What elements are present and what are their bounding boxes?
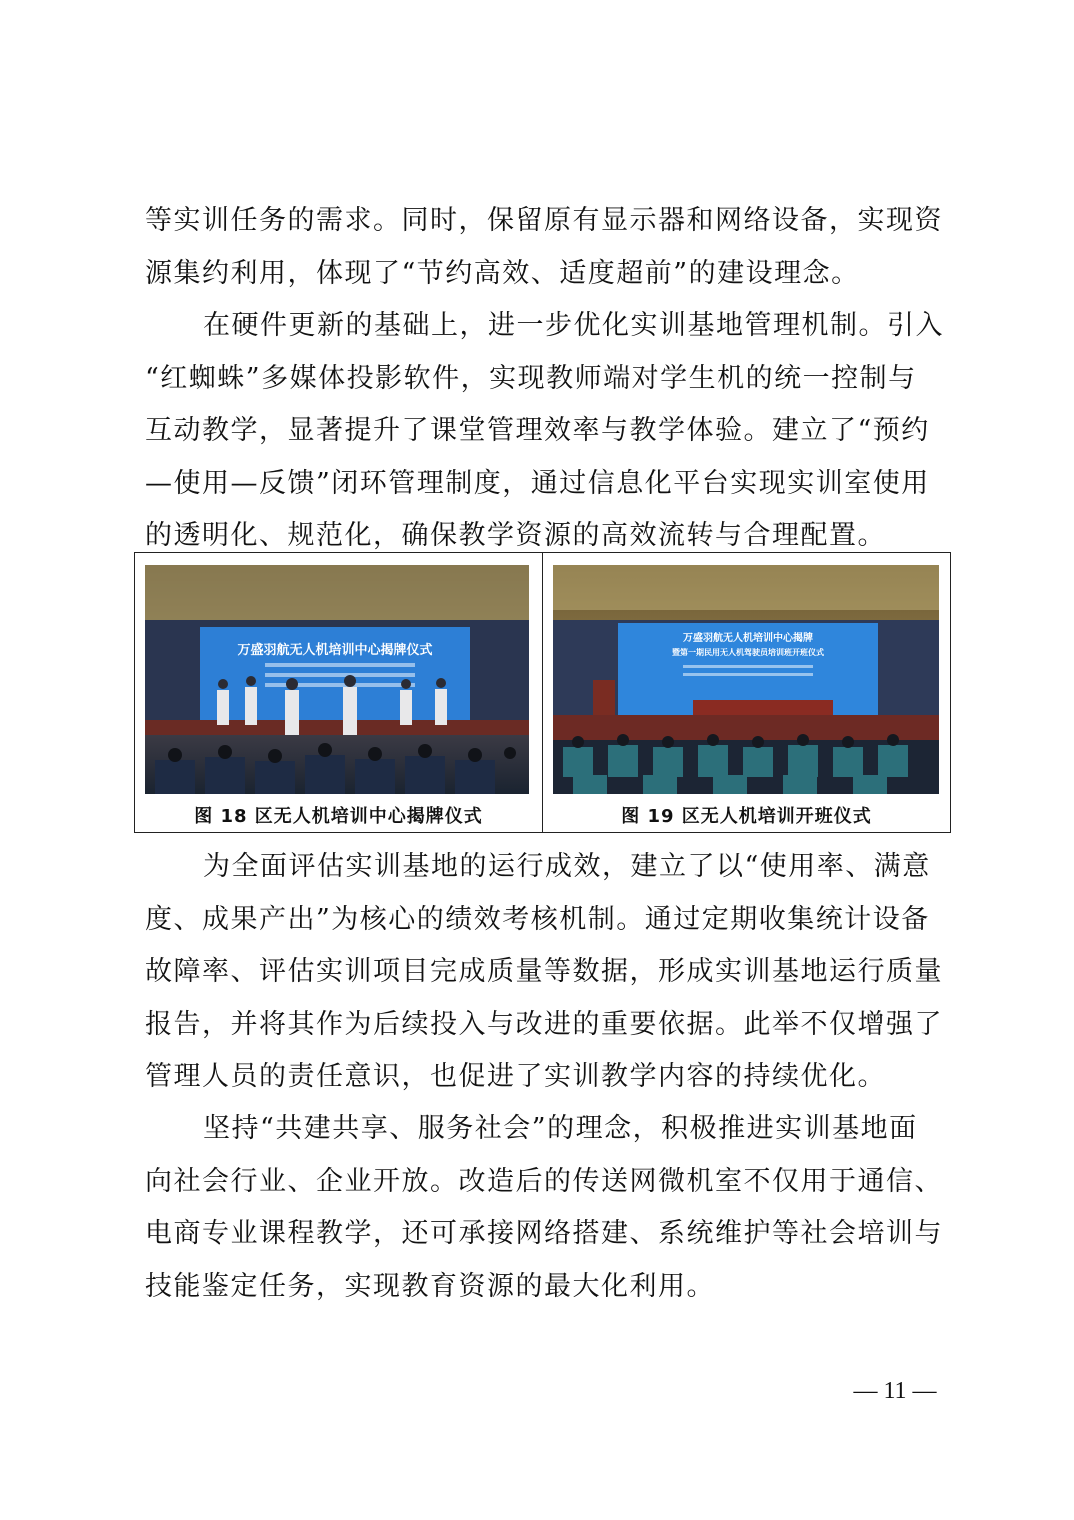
paragraph-4: [145, 1103, 941, 1313]
ceremony-photo-18: [145, 565, 529, 794]
text-line: 电商专业课程教学，还可承接网络搭建、系统维护等社会培训与: [145, 1218, 943, 1249]
text-line: 度、成果产出”为核心的绩效考核机制。通过定期收集统计设备: [145, 903, 930, 935]
text-line: 的透明化、规范化，确保教学资源的高效流转与合理配置。: [145, 520, 886, 551]
screen-title: 万盛羽航无人机培训中心揭牌仪式: [237, 643, 433, 658]
text-line: “红蜘蛛”多媒体投影软件，实现教师端对学生机的统一控制与: [145, 362, 917, 394]
paragraph-3: [145, 841, 941, 1104]
text-line: 技能鉴定任务，实现教育资源的最大化利用。: [145, 1270, 715, 1302]
screen-title-line1: 万盛羽航无人机培训中心揭牌: [683, 633, 813, 644]
text-line: 故障率、评估实训项目完成质量等数据，形成实训基地运行质量: [145, 956, 943, 987]
screen-title-line2: 暨第一期民用无人机驾驶员培训班开班仪式: [672, 648, 824, 657]
text-line: 源集约利用，体现了“节约高效、适度超前”的建设理念。: [145, 257, 860, 289]
ceremony-photo-19: [553, 565, 939, 794]
text-line: 等实训任务的需求。同时，保留原有显示器和网络设备，实现资: [145, 205, 943, 236]
paragraph-2: [145, 300, 944, 563]
page-number: — 11 —: [853, 1378, 937, 1404]
text-line: 坚持“共建共享、服务社会”的理念，积极推进实训基地面: [203, 1113, 918, 1144]
paragraph-1: [145, 195, 941, 300]
text-line: 向社会行业、企业开放。改造后的传送网微机室不仅用于通信、: [145, 1165, 943, 1197]
text-line: 互动教学，显著提升了课堂管理效率与教学体验。建立了“预约: [145, 415, 930, 446]
text-line: 为全面评估实训基地的运行成效，建立了以“使用率、满意: [203, 851, 931, 882]
text-line: —使用—反馈”闭环管理制度，通过信息化平台实现实训室使用: [145, 467, 930, 499]
figure-19-caption: 图 19 区无人机培训开班仪式: [621, 806, 872, 827]
text-line: 报告，并将其作为后续投入与改进的重要依据。此举不仅增强了: [145, 1008, 943, 1040]
figure-18: [135, 553, 542, 832]
figure-19: [542, 553, 950, 832]
text-line: 在硬件更新的基础上，进一步优化实训基地管理机制。引入: [203, 310, 944, 341]
figure-18-caption: 图 18 区无人机培训中心揭牌仪式: [194, 806, 483, 827]
text-line: 管理人员的责任意识，也促进了实训教学内容的持续优化。: [145, 1061, 886, 1092]
figure-table: [134, 552, 951, 833]
